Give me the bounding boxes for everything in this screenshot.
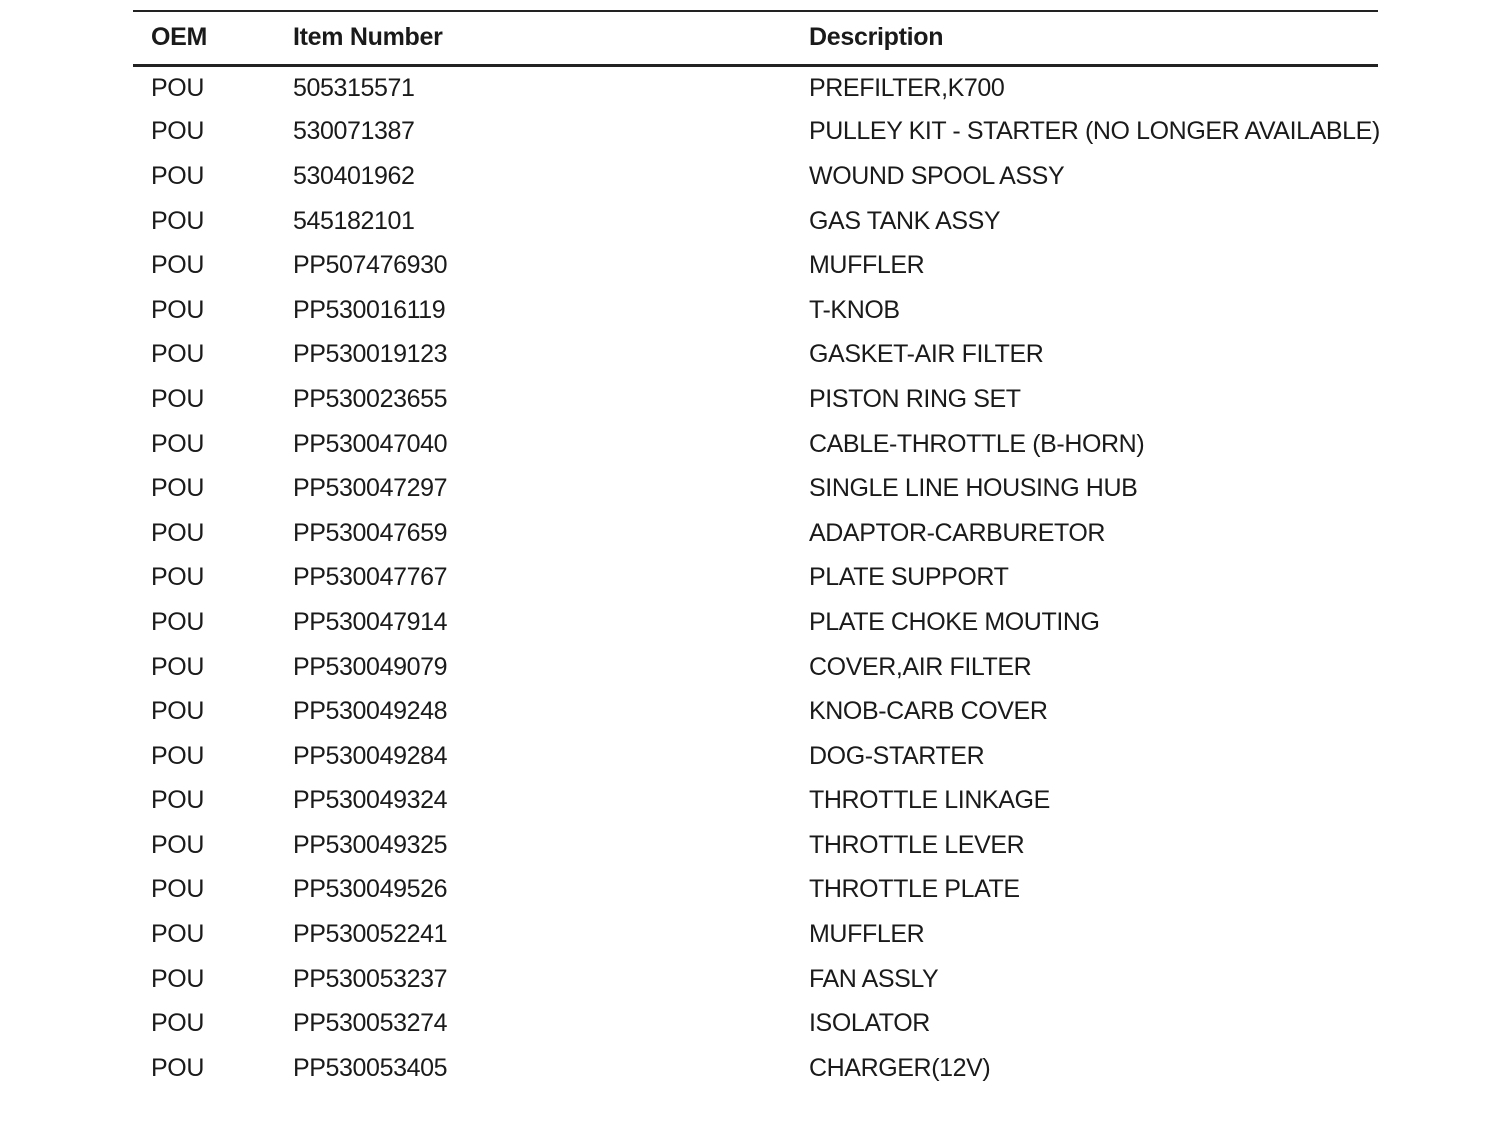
table-row	[133, 779, 1378, 824]
cell-oem: POU	[151, 920, 204, 949]
cell-item-number: PP530047659	[293, 518, 448, 547]
cell-oem: POU	[151, 518, 204, 547]
table-row	[133, 1001, 1378, 1046]
header-oem: OEM	[133, 11, 293, 65]
cell-item-number: PP530049079	[293, 652, 448, 681]
cell-oem: POU	[151, 429, 204, 458]
cell-item-number: PP530053405	[293, 1053, 448, 1082]
cell-oem: POU	[151, 741, 204, 770]
cell-item-number: PP530047040	[293, 429, 448, 458]
cell-description: CABLE-THROTTLE (B-HORN)	[809, 429, 1145, 458]
table-row	[133, 65, 1378, 110]
cell-item-number: 545182101	[293, 206, 415, 235]
cell-oem: POU	[151, 73, 204, 102]
cell-item-number: 530401962	[293, 161, 415, 190]
table-row	[133, 868, 1378, 913]
cell-description: ISOLATOR	[809, 1009, 930, 1038]
cell-description: ADAPTOR-CARBURETOR	[809, 518, 1106, 547]
table-row	[133, 466, 1378, 511]
cell-description: MUFFLER	[809, 920, 925, 949]
cell-item-number: PP530049284	[293, 741, 448, 770]
cell-description: MUFFLER	[809, 251, 925, 280]
cell-oem: POU	[151, 697, 204, 726]
header-description: Description	[809, 11, 1378, 65]
cell-oem: POU	[151, 607, 204, 636]
table-row	[133, 645, 1378, 690]
table-row	[133, 1046, 1378, 1091]
cell-oem: POU	[151, 563, 204, 592]
table-row	[133, 377, 1378, 422]
cell-oem: POU	[151, 384, 204, 413]
table-body	[133, 65, 1378, 1091]
table-row	[133, 243, 1378, 288]
table-row	[133, 912, 1378, 957]
cell-item-number: PP530016119	[293, 295, 446, 324]
cell-item-number: PP530047767	[293, 563, 448, 592]
cell-description: CHARGER(12V)	[809, 1053, 991, 1082]
cell-item-number: PP530023655	[293, 384, 448, 413]
cell-oem: POU	[151, 251, 204, 280]
cell-oem: POU	[151, 875, 204, 904]
cell-item-number: PP530049248	[293, 697, 448, 726]
cell-oem: POU	[151, 206, 204, 235]
cell-description: GASKET-AIR FILTER	[809, 340, 1044, 369]
cell-description: PLATE SUPPORT	[809, 563, 1009, 592]
cell-oem: POU	[151, 830, 204, 859]
cell-oem: POU	[151, 964, 204, 993]
cell-description: PULLEY KIT - STARTER (NO LONGER AVAILABLE)	[809, 117, 1380, 146]
cell-description: T-KNOB	[809, 295, 900, 324]
table-row	[133, 689, 1378, 734]
table-row	[133, 288, 1378, 333]
cell-description: PREFILTER,K700	[809, 73, 1005, 102]
table-row	[133, 199, 1378, 244]
cell-item-number: PP507476930	[293, 251, 448, 280]
table-row	[133, 154, 1378, 199]
cell-item-number: PP530053274	[293, 1009, 448, 1038]
header-item-number: Item Number	[293, 11, 809, 65]
table-row	[133, 556, 1378, 601]
table-row	[133, 734, 1378, 779]
cell-item-number: PP530049325	[293, 830, 448, 859]
cell-description: DOG-STARTER	[809, 741, 985, 770]
cell-description: PLATE CHOKE MOUTING	[809, 607, 1100, 636]
cell-oem: POU	[151, 474, 204, 503]
cell-oem: POU	[151, 1053, 204, 1082]
cell-oem: POU	[151, 117, 204, 146]
cell-description: COVER,AIR FILTER	[809, 652, 1032, 681]
cell-item-number: PP530053237	[293, 964, 448, 993]
parts-table	[133, 10, 1378, 1091]
cell-oem: POU	[151, 1009, 204, 1038]
cell-description: THROTTLE LEVER	[809, 830, 1025, 859]
cell-oem: POU	[151, 652, 204, 681]
table-row	[133, 110, 1378, 155]
cell-description: THROTTLE PLATE	[809, 875, 1020, 904]
cell-item-number: 530071387	[293, 117, 415, 146]
cell-oem: POU	[151, 295, 204, 324]
table-row	[133, 823, 1378, 868]
cell-description: WOUND SPOOL ASSY	[809, 161, 1065, 190]
cell-item-number: PP530052241	[293, 920, 448, 949]
table-header	[133, 11, 1378, 65]
cell-description: FAN ASSLY	[809, 964, 939, 993]
cell-description: GAS TANK ASSY	[809, 206, 1001, 235]
cell-description: THROTTLE LINKAGE	[809, 786, 1050, 815]
table-row	[133, 957, 1378, 1002]
table-row	[133, 511, 1378, 556]
table-row	[133, 333, 1378, 378]
cell-oem: POU	[151, 786, 204, 815]
cell-item-number: PP530049526	[293, 875, 448, 904]
cell-oem: POU	[151, 340, 204, 369]
table-row	[133, 422, 1378, 467]
cell-oem: POU	[151, 161, 204, 190]
cell-item-number: PP530047914	[293, 607, 448, 636]
cell-description: SINGLE LINE HOUSING HUB	[809, 474, 1138, 503]
cell-description: PISTON RING SET	[809, 384, 1021, 413]
cell-item-number: 505315571	[293, 73, 415, 102]
cell-item-number: PP530047297	[293, 474, 448, 503]
cell-description: KNOB-CARB COVER	[809, 697, 1048, 726]
header-row	[133, 11, 1378, 65]
cell-item-number: PP530019123	[293, 340, 448, 369]
table-row	[133, 600, 1378, 645]
cell-item-number: PP530049324	[293, 786, 448, 815]
